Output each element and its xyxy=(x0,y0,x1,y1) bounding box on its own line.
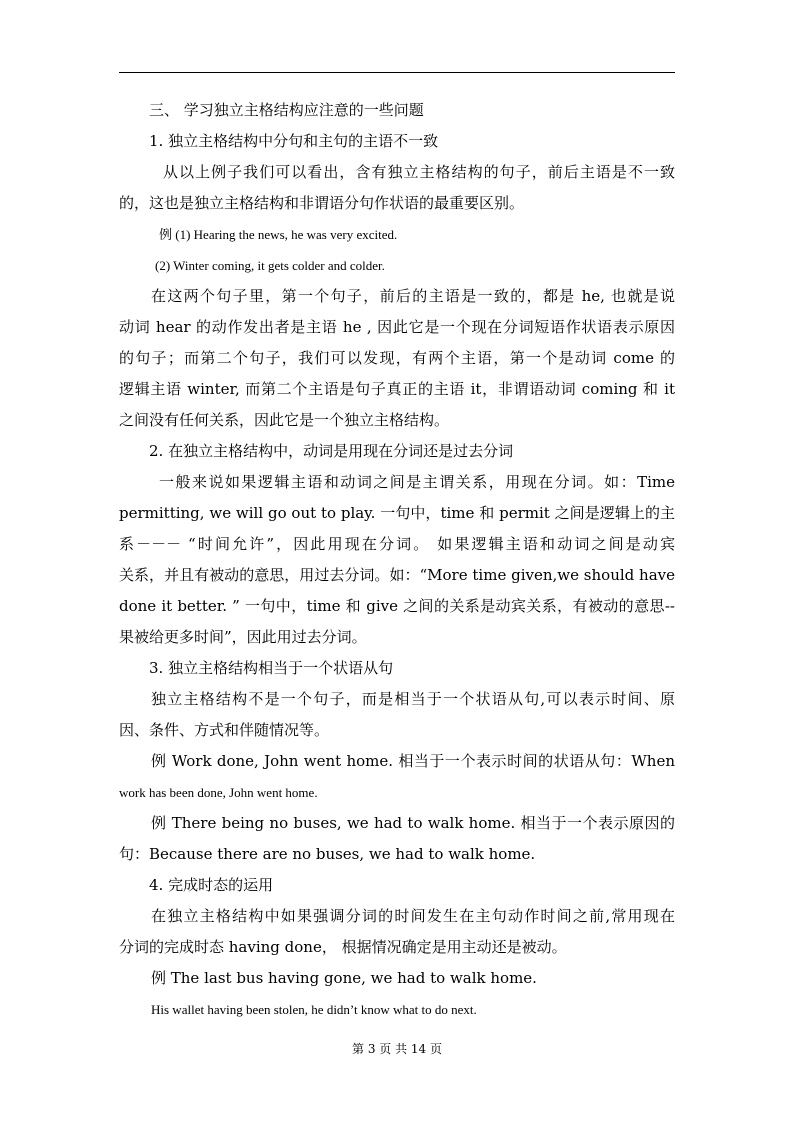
example-line: (2) Winter coming, it gets colder and colder. xyxy=(155,258,385,273)
item-heading-4: 4. 完成时态的运用 xyxy=(149,876,274,894)
body-line: 关系，并且有被动的意思，用过去分词。如：“More time given,we should have xyxy=(119,566,675,584)
body-line: 系－－－ “时间允许”，因此用现在分词。 如果逻辑主语和动词之间是动宾 xyxy=(119,535,675,553)
body-line: 动词 hear 的动作发出者是主语 he , 因此它是一个现在分词短语作状语表示原因 xyxy=(119,318,675,336)
body-line: 一般来说如果逻辑主语和动词之间是主谓关系，用现在分词。如：Time xyxy=(159,473,675,491)
example-line: 例 The last bus having gone, we had to walk home. xyxy=(151,969,537,987)
body-line: 的，这也是独立主格结构和非谓语分句作状语的最重要区别。 xyxy=(119,194,525,212)
body-line: 因、条件、方式和伴随情况等。 xyxy=(119,721,330,739)
body-line: done it better. ” 一句中，time 和 give 之间的关系是动宾关系，有被动的意思-- xyxy=(119,597,675,615)
section-heading: 三、 学习独立主格结构应注意的一些问题 xyxy=(149,101,424,119)
item-heading-2: 2. 在独立主格结构中，动词是用现在分词还是过去分词 xyxy=(149,442,514,460)
document-body xyxy=(119,95,675,1025)
body-line: 之间没有任何关系，因此它是一个独立主格结构。 xyxy=(119,411,450,429)
example-line: work has been done, John went home. xyxy=(119,785,318,800)
body-line: permitting, we will go out to play. 一句中，time 和 permit 之间是逻辑上的主 xyxy=(119,504,675,522)
body-line: 在这两个句子里，第一个句子，前后的主语是一致的，都是 he, 也就是说 xyxy=(151,287,675,305)
item-heading-3: 3. 独立主格结构相当于一个状语从句 xyxy=(149,659,394,677)
body-line: 分词的完成时态 having done， 根据情况确定是用主动还是被动。 xyxy=(119,938,567,956)
body-line: 在独立主格结构中如果强调分词的时间发生在主句动作时间之前,常用现在 xyxy=(151,907,675,925)
example-line: 句：Because there are no buses, we had to walk home. xyxy=(119,845,536,863)
example-line: 例 (1) Hearing the news, he was very excited. xyxy=(159,227,398,242)
example-line: His wallet having been stolen, he didn’t know what to do next. xyxy=(151,1002,477,1017)
body-line: 独立主格结构不是一个句子，而是相当于一个状语从句,可以表示时间、原 xyxy=(151,690,675,708)
body-line: 逻辑主语 winter, 而第二个主语是句子真正的主语 it，非谓语动词 coming 和 it xyxy=(119,380,675,398)
body-line: 的句子；而第二个句子，我们可以发现，有两个主语，第一个是动词 come 的 xyxy=(119,349,675,367)
body-line: 果被给更多时间”，因此用过去分词。 xyxy=(119,628,367,646)
page-footer: 第 3 页 共 14 页 xyxy=(352,1042,442,1056)
example-line: 例 Work done, John went home. 相当于一个表示时间的状语从句：When xyxy=(151,752,675,770)
example-line: 例 There being no buses, we had to walk home. 相当于一个表示原因的 xyxy=(151,814,675,832)
header-rule xyxy=(119,72,675,73)
item-heading-1: 1. 独立主格结构中分句和主句的主语不一致 xyxy=(149,132,439,150)
body-line: 从以上例子我们可以看出，含有独立主格结构的句子，前后主语是不一致 xyxy=(163,163,675,181)
